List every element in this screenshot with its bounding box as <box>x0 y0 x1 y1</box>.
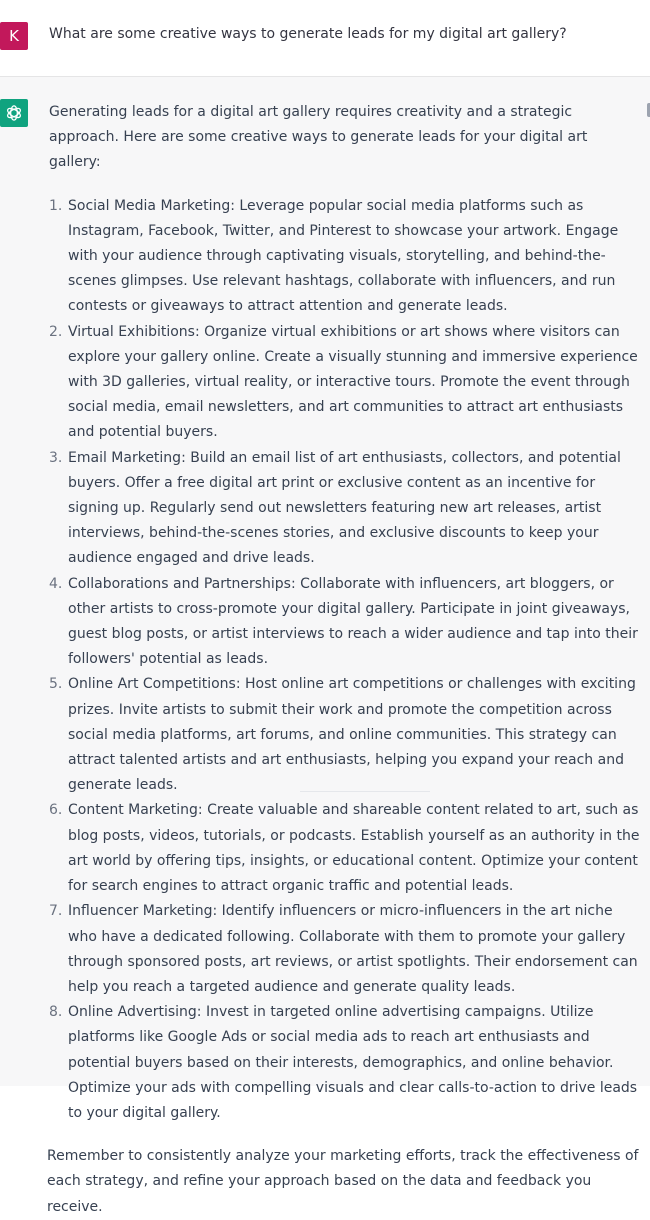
list-item <box>49 1000 643 1126</box>
list-item-text: Email Marketing: Build an email list of art enthusiasts, collectors, and potential buyers. Offer a free digital art print or exclusive content as an incentive for signing up. Regularly send out newsletters featuring new art releases, artist interviews, behind-the-scenes stories, and exclusive discounts to keep your audience engaged and drive leads. <box>68 449 621 567</box>
assistant-intro: Generating leads for a digital art gallery requires creativity and a strategic approach. Here are some creative ways to generate leads for your digital art gallery: <box>49 104 588 171</box>
list-item-text: Online Art Competitions: Host online art competitions or challenges with exciting prizes. Invite artists to submit their work and promote the competition across social media platforms, art forums, and online communities. This strategy can attract talented artists and art enthusiasts, helping you expand your reach and generate leads. <box>68 676 636 794</box>
list-number: 8. <box>49 1004 63 1021</box>
list-item <box>49 899 643 1000</box>
assistant-message-content <box>49 100 643 1220</box>
list-number: 2. <box>49 323 63 340</box>
list-item-text: Influencer Marketing: Identify influencers or micro-influencers in the art niche who have a dedicated following. Collaborate with them to promote your gallery through sponsored posts, art reviews, or artist spotlights. Their endorsement can help you reach a targeted audience and generate quality leads. <box>68 903 638 995</box>
list-item-text: Content Marketing: Create valuable and shareable content related to art, such as blog posts, videos, tutorials, or podcasts. Establish yourself as an authority in the art world by offering tips, insights, or educational content. Optimize your content for search engines to attract organic traffic and potential leads. <box>68 802 640 895</box>
divider <box>300 791 430 792</box>
list-item <box>49 446 643 572</box>
user-avatar: K <box>0 22 28 50</box>
list-item <box>49 798 643 899</box>
list-item-text: Social Media Marketing: Leverage popular social media platforms such as Instagram, Facebook, Twitter, and Pinterest to showcase your artwork. Engage with your audience through captivating visuals, storytelling, and behind-the-scenes glimpses. Use relevant hashtags, collaborate with influencers, and run contests or giveaways to attract attention and generate leads. <box>68 197 619 315</box>
list-item <box>49 320 643 446</box>
user-message-row <box>0 0 650 77</box>
list-number: 1. <box>49 197 63 214</box>
user-message-text: What are some creative ways to generate leads for my digital art gallery? <box>49 26 567 42</box>
tips-list <box>49 194 643 1127</box>
list-item-text: Online Advertising: Invest in targeted online advertising campaigns. Utilize platforms like Google Ads or social media ads to reach art enthusiasts and potential buyers based on their interests, demographics, and online behavior. Optimize your ads with compelling visuals and clear calls-to-action to drive leads to your digital gallery. <box>68 1004 638 1121</box>
list-number: 4. <box>49 575 63 592</box>
list-item <box>49 672 643 798</box>
list-item <box>49 194 643 320</box>
list-number: 7. <box>49 903 63 920</box>
list-item-text: Collaborations and Partnerships: Collaborate with influencers, art bloggers, or other artists to cross-promote your digital gallery. Participate in joint giveaways, guest blog posts, or artist interviews to reach a wider audience and tap into their followers' potential as leads. <box>68 575 638 668</box>
assistant-avatar <box>0 99 28 127</box>
list-number: 6. <box>49 802 63 819</box>
assistant-message-row <box>0 77 650 1215</box>
assistant-outro: Remember to consistently analyze your marketing efforts, track the effectiveness of each strategy, and refine your approach based on the data and feedback you receive. <box>47 1148 639 1215</box>
list-number: 3. <box>49 449 63 466</box>
list-item <box>49 572 643 673</box>
list-item-text: Virtual Exhibitions: Organize virtual exhibitions or art shows where visitors can explore your gallery online. Create a visually stunning and immersive experience with 3D galleries, virtual reality, or interactive tours. Promote the event through social media, email newsletters, and art communities to attract art enthusiasts and potential buyers. <box>68 323 638 441</box>
openai-logo-icon <box>4 103 24 123</box>
list-number: 5. <box>49 676 63 693</box>
